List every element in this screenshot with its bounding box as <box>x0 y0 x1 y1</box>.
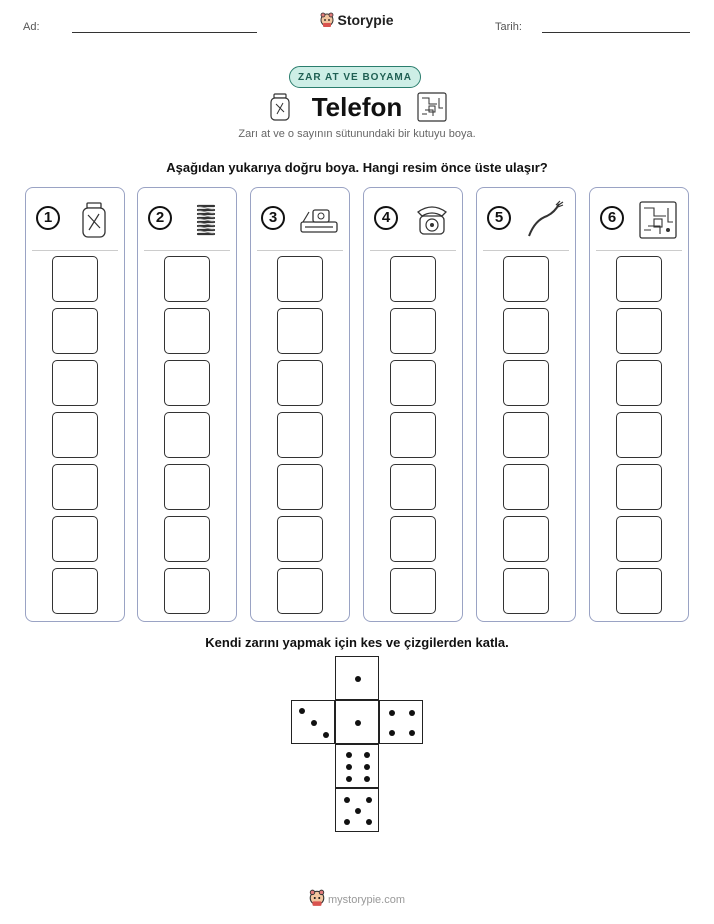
color-box[interactable] <box>52 256 98 302</box>
color-box[interactable] <box>277 412 323 458</box>
color-box[interactable] <box>164 464 210 510</box>
logo-text: Storypie <box>337 12 394 28</box>
column-number: 3 <box>261 206 285 230</box>
color-box[interactable] <box>616 516 662 562</box>
storypie-mascot-icon <box>309 889 325 907</box>
page-subtitle: Zarı at ve o sayının sütunundaki bir kutuyu boya. <box>238 128 476 140</box>
die-pip <box>346 776 352 782</box>
die-pip <box>364 776 370 782</box>
color-box[interactable] <box>52 412 98 458</box>
color-box[interactable] <box>277 308 323 354</box>
page-title: Telefon <box>311 92 403 122</box>
color-box[interactable] <box>52 308 98 354</box>
color-box[interactable] <box>277 256 323 302</box>
color-box[interactable] <box>277 464 323 510</box>
column-2 <box>137 187 237 622</box>
color-box[interactable] <box>164 360 210 406</box>
color-box[interactable] <box>390 308 436 354</box>
date-line[interactable] <box>542 32 690 33</box>
die-pip <box>389 710 395 716</box>
die-pip <box>366 819 372 825</box>
color-box[interactable] <box>616 256 662 302</box>
die-pip <box>409 730 415 736</box>
jar-icon <box>74 200 114 240</box>
color-box[interactable] <box>503 256 549 302</box>
color-box[interactable] <box>277 568 323 614</box>
column-divider <box>596 250 682 251</box>
column-3 <box>250 187 350 622</box>
color-box[interactable] <box>52 516 98 562</box>
spring-icon <box>186 200 226 240</box>
logo <box>0 12 714 28</box>
column-divider <box>32 250 118 251</box>
die-pip <box>346 752 352 758</box>
footer-url[interactable]: mystorypie.com <box>327 894 406 906</box>
color-box[interactable] <box>503 412 549 458</box>
die-instruction: Kendi zarını yapmak için kes ve çizgilerden katla. <box>205 635 509 650</box>
color-box[interactable] <box>616 308 662 354</box>
column-number: 4 <box>374 206 398 230</box>
die-face-1 <box>335 656 379 700</box>
column-divider <box>144 250 230 251</box>
color-box[interactable] <box>52 360 98 406</box>
die-pip <box>311 720 317 726</box>
color-box[interactable] <box>503 568 549 614</box>
color-box[interactable] <box>390 412 436 458</box>
die-face-3 <box>291 700 335 744</box>
color-box[interactable] <box>503 516 549 562</box>
die-pip <box>364 752 370 758</box>
die-pip <box>355 720 361 726</box>
date-label: Tarih: <box>495 21 522 33</box>
name-line[interactable] <box>72 32 257 33</box>
rotary-phone-icon <box>412 200 452 240</box>
column-6 <box>589 187 689 622</box>
cable-icon <box>525 200 565 240</box>
die-pip <box>323 732 329 738</box>
die-pip <box>344 797 350 803</box>
color-box[interactable] <box>390 516 436 562</box>
die-pip <box>409 710 415 716</box>
color-box[interactable] <box>503 464 549 510</box>
die-face-6 <box>335 744 379 788</box>
color-box[interactable] <box>52 464 98 510</box>
column-number: 1 <box>36 206 60 230</box>
die-pip <box>355 808 361 814</box>
color-box[interactable] <box>52 568 98 614</box>
column-divider <box>257 250 343 251</box>
storypie-mascot-icon <box>320 12 334 28</box>
color-box[interactable] <box>390 568 436 614</box>
color-box[interactable] <box>164 516 210 562</box>
circuit-board-icon <box>638 200 678 240</box>
instruction: Aşağıdan yukarıya doğru boya. Hangi resim önce üste ulaşır? <box>166 160 548 175</box>
die-pip <box>344 819 350 825</box>
color-box[interactable] <box>277 516 323 562</box>
color-box[interactable] <box>164 308 210 354</box>
column-4 <box>363 187 463 622</box>
column-number: 6 <box>600 206 624 230</box>
column-number: 5 <box>487 206 511 230</box>
die-pip <box>364 764 370 770</box>
die-face-4 <box>379 700 423 744</box>
color-box[interactable] <box>164 412 210 458</box>
die-pip <box>366 797 372 803</box>
switchboard-icon <box>299 200 339 240</box>
color-box[interactable] <box>616 360 662 406</box>
die-pip <box>299 708 305 714</box>
die-pip <box>389 730 395 736</box>
color-box[interactable] <box>616 568 662 614</box>
name-label: Ad: <box>23 21 40 33</box>
color-box[interactable] <box>616 464 662 510</box>
column-1 <box>25 187 125 622</box>
column-divider <box>483 250 569 251</box>
column-5 <box>476 187 576 622</box>
die-face-5 <box>335 788 379 832</box>
die-pip <box>355 676 361 682</box>
color-box[interactable] <box>503 308 549 354</box>
die-pip <box>346 764 352 770</box>
color-box[interactable] <box>164 256 210 302</box>
die-face-1 <box>335 700 379 744</box>
color-box[interactable] <box>390 256 436 302</box>
color-box[interactable] <box>503 360 549 406</box>
activity-badge: ZAR AT VE BOYAMA <box>289 66 421 88</box>
color-box[interactable] <box>390 464 436 510</box>
column-divider <box>370 250 456 251</box>
circuit-board-icon <box>417 92 447 122</box>
color-box[interactable] <box>164 568 210 614</box>
color-box[interactable] <box>390 360 436 406</box>
footer <box>0 889 714 907</box>
color-box[interactable] <box>616 412 662 458</box>
color-box[interactable] <box>277 360 323 406</box>
column-number: 2 <box>148 206 172 230</box>
